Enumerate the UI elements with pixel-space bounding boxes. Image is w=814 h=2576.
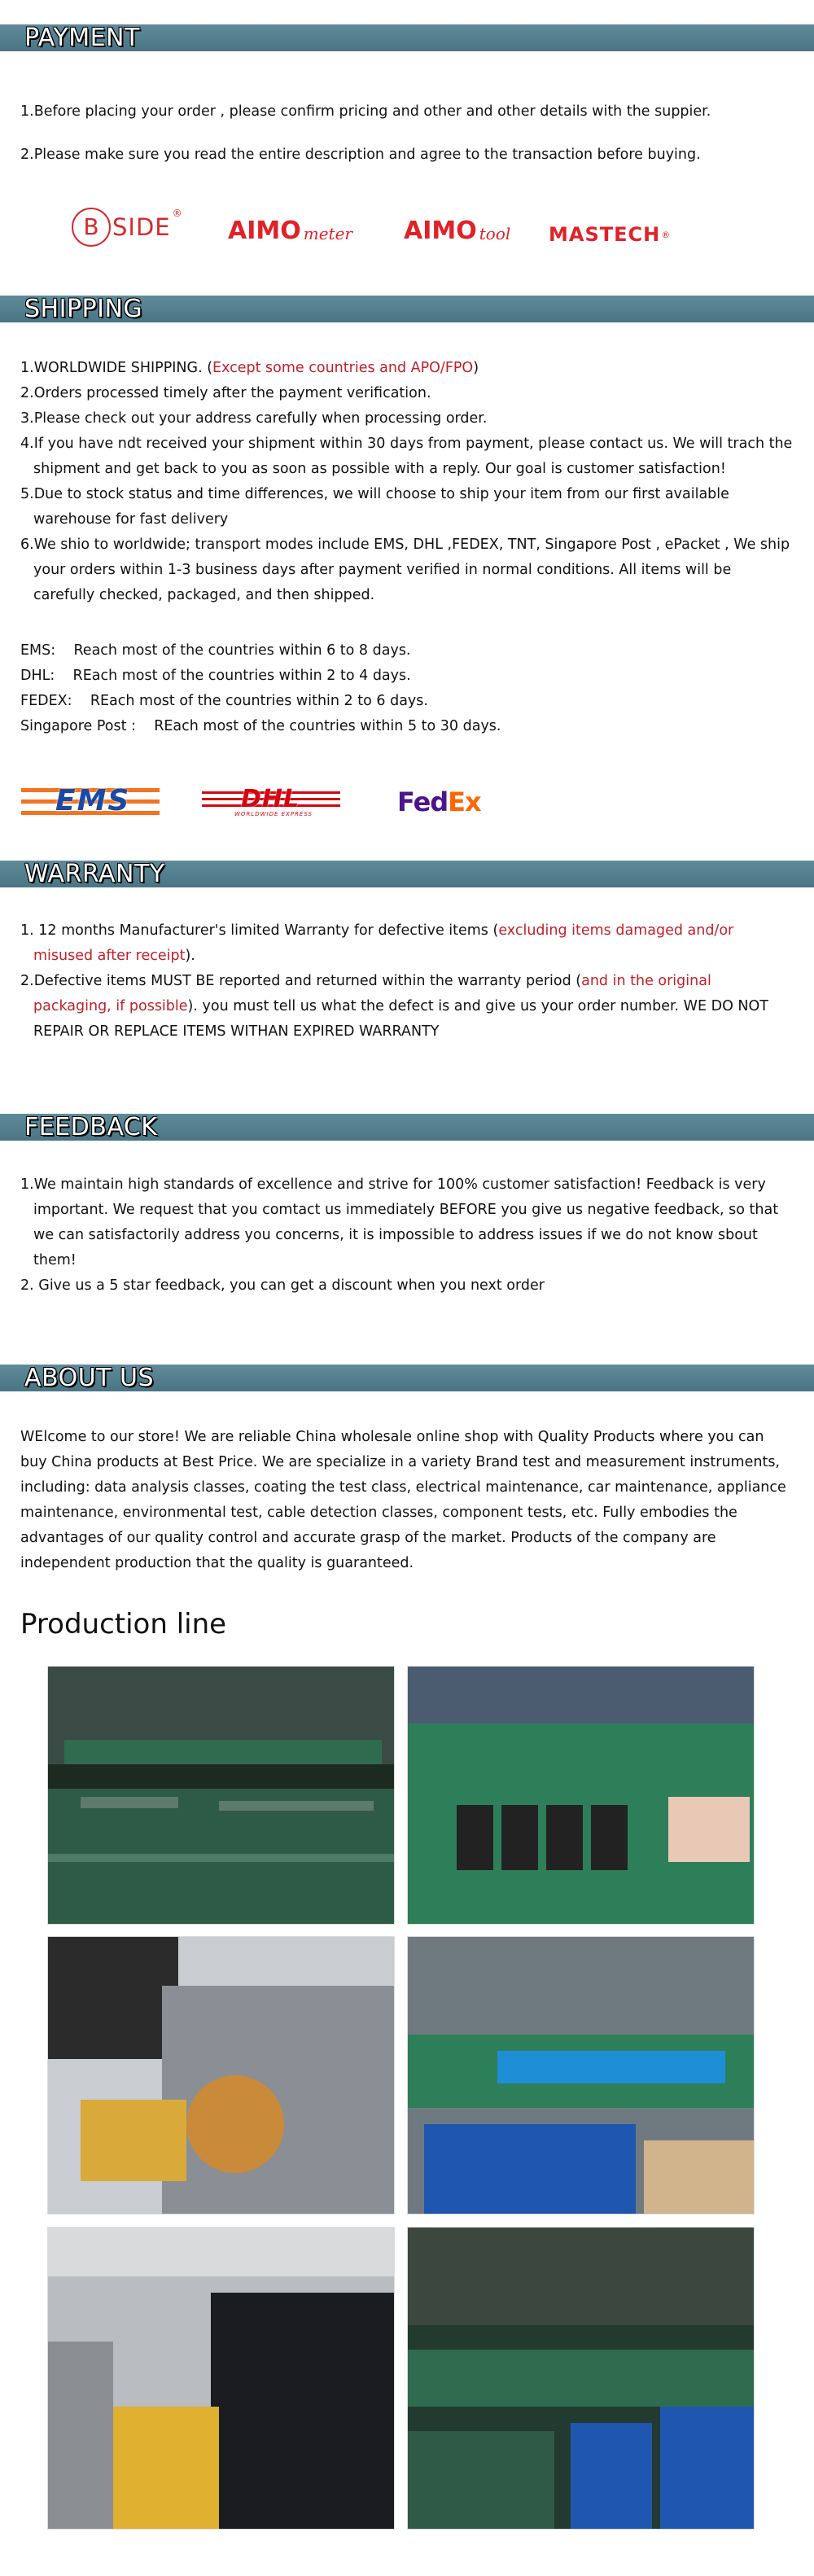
carrier-line-dhl xyxy=(20,664,794,689)
about-header-band xyxy=(0,1365,814,1391)
photo-assembly-worker xyxy=(47,2227,395,2530)
warranty-item-2 xyxy=(20,969,794,1045)
dhl-logo xyxy=(202,785,340,819)
carrier-name: FEDEX: xyxy=(20,693,72,709)
shipping-item-4: 4.If you have ndt received your shipment within 30 days from payment, please contact us. We will trach the shipment and get back to you as soon as possible with a reply. Our goal is customer satisfaction! xyxy=(20,436,793,477)
feedback-item-1: 1.We maintain high standards of excellence and strive for 100% customer satisfaction! Feedback is very important. We request that you comtact us immediately BEFORE you give us negative feedback, so that we can satisfactorily address you concerns, it is impossible to address issues if we do not know sbout them! xyxy=(20,1176,779,1268)
brand-logo-bside xyxy=(72,208,182,247)
brand-logo-mastech xyxy=(549,223,670,246)
carrier-line-fedex xyxy=(20,689,794,714)
photo-warehouse xyxy=(407,2227,755,2530)
fedex-logo xyxy=(397,786,481,817)
carrier-text: REach most of the countries within 2 to 4 days. xyxy=(72,668,411,684)
warranty-item-1 xyxy=(20,918,794,969)
shipping-item-3: 3.Please check out your address carefully when processing order. xyxy=(20,410,488,427)
feedback-item-2: 2. Give us a 5 star feedback, you can get a discount when you next order xyxy=(20,1277,545,1294)
about-text-block xyxy=(20,1425,794,1576)
shipping-item-1-suffix: ) xyxy=(473,360,479,376)
carrier-line-singpost xyxy=(20,714,794,739)
aimo-meter-sub: meter xyxy=(303,223,352,243)
fedex-wordmark-fed: Fed xyxy=(397,786,449,817)
dhl-tagline: WORLDWIDE EXPRESS xyxy=(234,811,313,817)
payment-header-band xyxy=(0,24,814,51)
carrier-text: Reach most of the countries within 6 to 8 days. xyxy=(73,642,411,659)
ems-wordmark: EMS xyxy=(55,784,131,817)
warranty-item-1-prefix: 1. 12 months Manufacturer's limited Warranty for defective items ( xyxy=(20,922,499,939)
carrier-name: EMS: xyxy=(20,642,56,659)
photo-factory-floor xyxy=(47,1666,395,1925)
payment-heading: PAYMENT xyxy=(24,24,140,52)
ems-logo xyxy=(21,783,160,819)
carrier-text: REach most of the countries within 5 to 30 days. xyxy=(154,718,501,734)
brand-logo-aimo-tool xyxy=(404,217,510,245)
warranty-heading: WARRANTY xyxy=(24,860,165,888)
warranty-item-1-suffix: ). xyxy=(185,948,195,964)
brand-logo-aimo-meter xyxy=(228,217,352,245)
carrier-name: Singapore Post : xyxy=(20,718,136,734)
warranty-item-2-highlight: and in the original packaging, if possible xyxy=(33,973,711,1014)
fedex-wordmark-ex: Ex xyxy=(448,786,481,817)
feedback-header-band xyxy=(0,1114,814,1141)
shipping-item-6: 6.We shio to worldwide; transport modes include EMS, DHL ,FEDEX, TNT, Singapore Post , ePacket , We ship your orders within 1-3 business days after payment verified in normal conditions. All items will be carefully checked, packaged, and then shipped. xyxy=(20,537,790,603)
bside-wordmark: SIDE xyxy=(112,213,171,241)
payment-item-2: 2.Please make sure you read the entire description and agree to the transaction before buying. xyxy=(20,147,701,163)
shipping-list xyxy=(20,356,794,608)
warranty-item-2-suffix: ). you must tell us what the defect is and give us your order number. WE DO NOT REPAIR OR REPLACE ITEMS WITHAN EXPIRED WARRANTY xyxy=(33,998,768,1040)
warranty-list xyxy=(20,918,794,1045)
bside-registered-mark: ® xyxy=(172,208,182,219)
feedback-heading: FEEDBACK xyxy=(24,1113,158,1141)
payment-list xyxy=(20,99,794,168)
shipping-item-1-prefix: 1.WORLDWIDE SHIPPING. ( xyxy=(20,360,213,376)
shipping-item-5: 5.Due to stock status and time differences, we will choose to ship your item from our first available warehouse for fast delivery xyxy=(20,486,729,528)
shipping-item-1 xyxy=(20,356,794,381)
shipping-heading: SHIPPING xyxy=(24,295,143,323)
carrier-text: REach most of the countries within 2 to 6 days. xyxy=(90,693,428,709)
warranty-item-2-prefix: 2.Defective items MUST BE reported and returned within the warranty period ( xyxy=(20,973,582,989)
warranty-header-band xyxy=(0,861,814,887)
photo-testing-meters xyxy=(407,1666,755,1925)
photo-worker-clamp-meters xyxy=(47,1936,395,2215)
photo-packaging-station xyxy=(407,1936,755,2215)
about-heading: ABOUT US xyxy=(24,1364,155,1392)
dhl-wordmark: DHL xyxy=(241,785,300,813)
mastech-registered-mark: ® xyxy=(661,229,671,240)
aimo-tool-wordmark: AIMO xyxy=(404,217,477,245)
payment-item-1: 1.Before placing your order , please confirm pricing and other and other details with the suppier. xyxy=(20,103,711,120)
shipping-item-2: 2.Orders processed timely after the payment verification. xyxy=(20,385,431,401)
shipping-item-1-highlight: Except some countries and APO/FPO xyxy=(212,360,474,376)
warranty-item-1-highlight: excluding items damaged and/or misused after receipt xyxy=(33,922,734,964)
about-text: WElcome to our store! We are reliable China wholesale online shop with Quality Products where you can buy China products at Best Price. We are specialize in a variety Brand test and measurement instruments, including: data analysis classes, coating the test class, electrical maintenance, car maintenance, appliance maintenance, environmental test, cable detection classes, component tests, etc. Fully embodies the advantages of our quality control and accurate grasp of the market. Products of the company are independent production that the quality is guaranteed. xyxy=(20,1429,786,1571)
bside-b-icon: B xyxy=(72,208,111,247)
mastech-wordmark: MASTECH xyxy=(549,223,661,246)
aimo-meter-wordmark: AIMO xyxy=(228,217,301,245)
shipping-header-band xyxy=(0,296,814,322)
carrier-line-ems xyxy=(20,638,794,664)
aimo-tool-sub: tool xyxy=(479,223,511,243)
feedback-list xyxy=(20,1172,794,1299)
carrier-times xyxy=(20,638,794,739)
production-heading: Production line xyxy=(20,1608,227,1641)
carrier-name: DHL: xyxy=(20,668,55,684)
